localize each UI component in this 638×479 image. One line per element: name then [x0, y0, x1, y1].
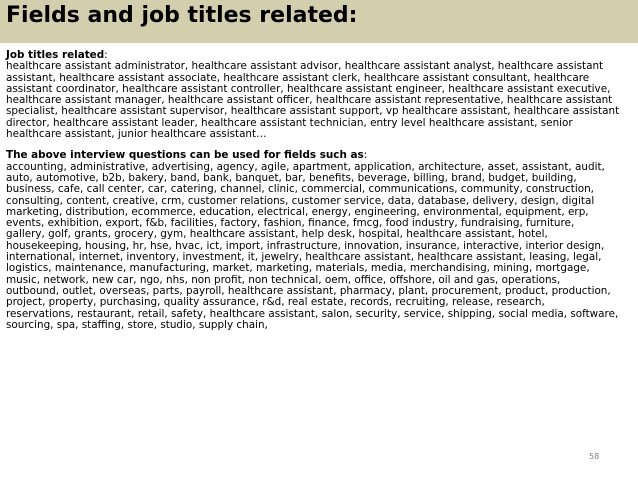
page-number: 58	[589, 452, 600, 461]
job-titles-heading-suffix: :	[104, 49, 108, 61]
slide-content	[6, 50, 630, 331]
slide-title: Fields and job titles related:	[6, 3, 358, 28]
job-titles-list: healthcare assistant administrator, healthcare assistant advisor, healthcare assistant analyst, healthcare assistant assistant, healthcare assistant associate, healthcare assistant clerk, healthcare assistant consultant, healthcare assistant coordinator, healthcare assistant controller, healthcare assistant engineer, healthcare assistant executive, healthcare assistant manager, healthcare assistant officer, healthcare assistant representative, healthcare assistant specialist, healthcare assistant supervisor, healthcare assistant support, vp healthcare assistant, healthcare assistant director, healthcare assistant leader, healthcare assistant technician, entry level healthcare assistant, senior healthcare assistant, junior healthcare assistant…	[6, 60, 620, 141]
fields-list: accounting, administrative, advertising, agency, agile, apartment, application, architecture, asset, assistant, audit, auto, automotive, b2b, bakery, band, bank, banquet, bar, benefits, beverage, billing, brand, budget, building, business, cafe, call center, car, catering, channel, clinic, commercial, communications, community, construction, consulting, content, creative, crm, customer relations, customer service, data, database, delivery, design, digital marketing, distribution, ecommerce, education, electrical, energy, engineering, environmental, equipment, erp, events, exhibition, export, f&b, facilities, factory, fashion, finance, fmcg, food industry, fundraising, furniture, gallery, golf, grants, grocery, gym, healthcare assistant, help desk, hospital, healthcare assistant, hotel, housekeeping, housing, hr, hse, hvac, ict, import, infrastructure, innovation, insurance, interactive, interior design, international, internet, inventory, investment, it, jewelry, healthcare assistant, healthcare assistant, leasing, legal, logistics, maintenance, manufacturing, market, marketing, materials, media, merchandising, mining, mortgage, music, network, new car, ngo, nhs, non profit, non technical, oem, office, offshore, oil and gas, operations, outbound, outlet, overseas, parts, payroll, healthcare assistant, pharmacy, plant, procurement, product, production, project, property, purchasing, quality assurance, r&d, real estate, records, recruiting, release, research, reservations, restaurant, retail, safety, healthcare assistant, salon, security, service, shipping, social media, software, sourcing, spa, staffing, store, studio, supply chain,	[6, 160, 619, 331]
fields-heading-suffix: :	[363, 149, 368, 162]
job-titles-heading: Job titles related	[6, 49, 105, 61]
fields-heading: The above interview questions can be used for fields such as	[6, 149, 364, 162]
title-bar	[0, 0, 638, 43]
fields-heading-line	[6, 150, 630, 161]
